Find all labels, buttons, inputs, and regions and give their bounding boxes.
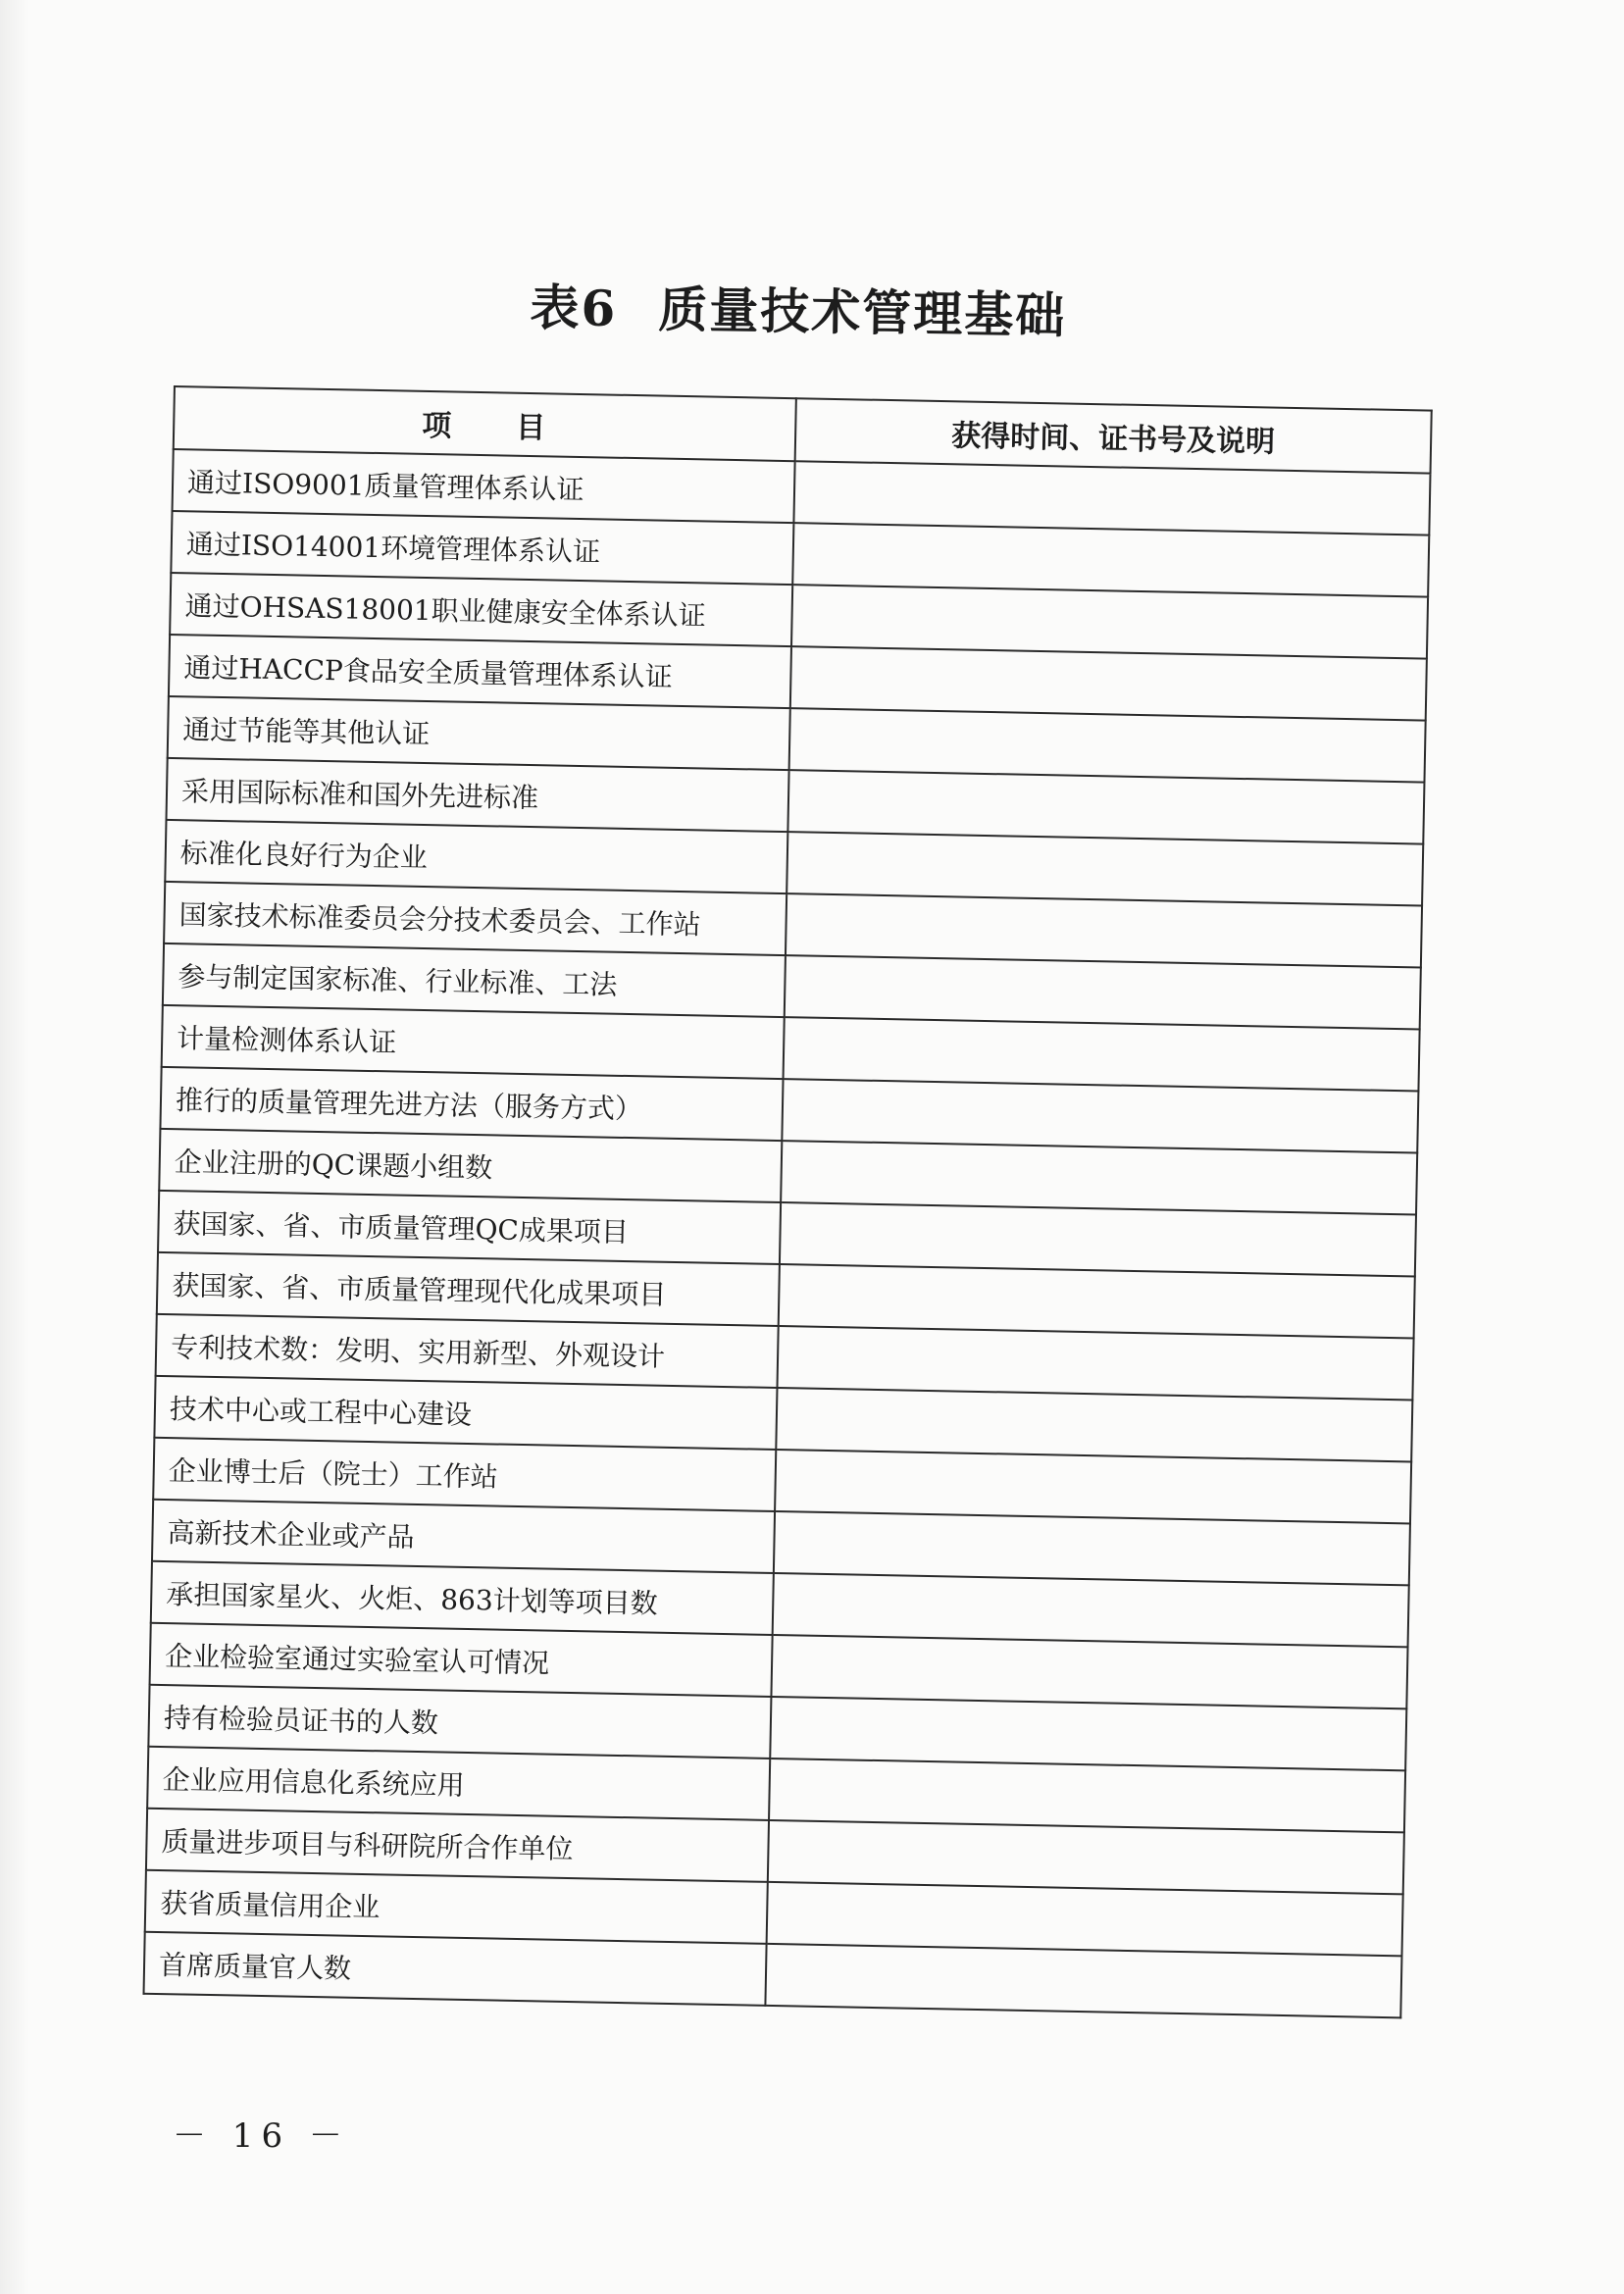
row-item-label: 通过ISO9001质量管理体系认证 — [173, 449, 795, 523]
table-label: 表6 — [530, 278, 618, 338]
quality-table-container — [142, 385, 1430, 2018]
row-item-label: 通过OHSAS18001职业健康安全体系认证 — [170, 573, 792, 646]
row-item-label: 计量检测体系认证 — [162, 1005, 785, 1079]
row-item-label: 标准化良好行为企业 — [165, 820, 787, 893]
row-item-label: 通过ISO14001环境管理体系认证 — [171, 511, 793, 585]
row-item-label: 获省质量信用企业 — [145, 1870, 768, 1944]
row-item-label: 参与制定国家标准、行业标准、工法 — [163, 943, 786, 1017]
row-item-label: 持有检验员证书的人数 — [148, 1685, 771, 1759]
page-number: － 16 － — [173, 2116, 350, 2156]
row-item-label: 技术中心或工程中心建设 — [154, 1376, 777, 1450]
row-item-label: 企业检验室通过实验室认可情况 — [150, 1623, 773, 1697]
row-item-label: 推行的质量管理先进方法（服务方式） — [160, 1067, 783, 1141]
quality-management-table — [142, 385, 1432, 2018]
scan-edge-shadow — [0, 0, 29, 2294]
row-item-label: 采用国际标准和国外先进标准 — [166, 758, 788, 832]
row-description-cell[interactable] — [765, 1944, 1401, 2017]
row-item-label: 企业博士后（院士）工作站 — [153, 1438, 776, 1511]
row-item-label: 企业注册的QC课题小组数 — [159, 1129, 782, 1202]
row-item-label: 质量进步项目与科研院所合作单位 — [146, 1809, 769, 1882]
row-item-label: 承担国家星火、火炬、863计划等项目数 — [151, 1561, 774, 1635]
row-item-label: 获国家、省、市质量管理QC成果项目 — [158, 1191, 781, 1264]
column-header-description: 获得时间、证书号及说明 — [795, 398, 1432, 473]
table-title — [0, 260, 1610, 356]
row-item-label: 通过节能等其他认证 — [168, 696, 790, 770]
column-header-item: 项 目 — [174, 386, 796, 461]
table-title-text: 质量技术管理基础 — [657, 280, 1067, 345]
row-item-label: 高新技术企业或产品 — [152, 1500, 775, 1573]
row-item-label: 国家技术标准委员会分技术委员会、工作站 — [164, 882, 787, 955]
row-item-label: 首席质量官人数 — [144, 1932, 767, 2006]
row-item-label: 专利技术数：发明、实用新型、外观设计 — [156, 1314, 779, 1388]
row-item-label: 通过HACCP食品安全质量管理体系认证 — [169, 635, 791, 708]
row-item-label: 企业应用信息化系统应用 — [147, 1747, 770, 1820]
row-item-label: 获国家、省、市质量管理现代化成果项目 — [157, 1252, 780, 1326]
